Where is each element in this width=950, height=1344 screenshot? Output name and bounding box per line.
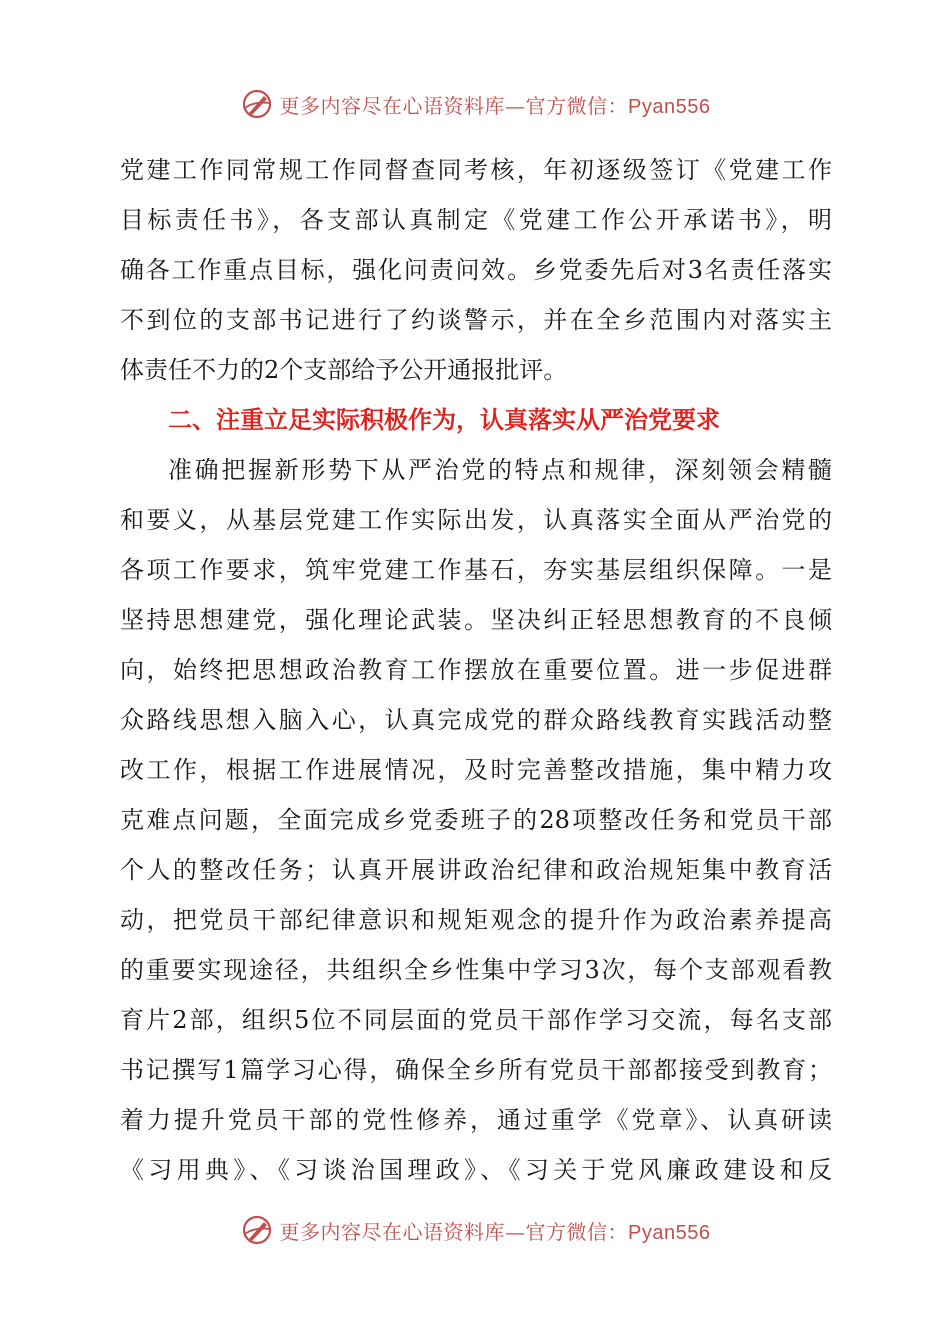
text-line: 坚持思想建党，强化理论武装。坚决纠正轻思想教育的不良倾: [120, 606, 832, 634]
header-banner-cn: 更多内容尽在心语资料库—官方微信：: [279, 93, 629, 118]
text-line: 确各工作重点目标，强化问责问效。乡党委先后对3名责任落实: [120, 256, 832, 284]
section-heading-2: 二、注重立足实际积极作为，认真落实从严治党要求: [168, 406, 720, 434]
pen-circle-logo-icon: [240, 1213, 274, 1247]
text-line: 《习用典》、《习谈治国理政》、《习关于党风廉政建设和反: [120, 1156, 832, 1184]
text-line: 各项工作要求，筑牢党建工作基石，夯实基层组织保障。一是: [120, 556, 832, 584]
footer-banner-text: [280, 1216, 711, 1245]
text-line: 书记撰写1篇学习心得，确保全乡所有党员干部都接受到教育；: [120, 1056, 832, 1084]
header-banner-text: [280, 90, 711, 119]
header-banner: [0, 84, 950, 124]
text-line: 目标责任书》，各支部认真制定《党建工作公开承诺书》，明: [120, 206, 832, 234]
paragraph-1: [120, 145, 832, 395]
footer-banner: [0, 1210, 950, 1250]
text-line: 向，始终把思想政治教育工作摆放在重要位置。进一步促进群: [120, 656, 832, 684]
text-line: 准确把握新形势下从严治党的特点和规律，深刻领会精髓: [168, 456, 832, 484]
text-line: 改工作，根据工作进展情况，及时完善整改措施，集中精力攻: [120, 756, 832, 784]
text-line: 体责任不力的2个支部给予公开通报批评。: [120, 356, 568, 384]
paragraph-2: [120, 445, 832, 1195]
text-line: 众路线思想入脑入心，认真完成党的群众路线教育实践活动整: [120, 706, 832, 734]
text-line: 着力提升党员干部的党性修养，通过重学《党章》、认真研读: [120, 1106, 832, 1134]
document-body: [120, 145, 832, 1195]
text-line: 动，把党员干部纪律意识和规矩观念的提升作为政治素养提高: [120, 906, 832, 934]
text-line: 育片2部，组织5位不同层面的党员干部作学习交流，每名支部: [120, 1006, 832, 1034]
text-line: 党建工作同常规工作同督查同考核，年初逐级签订《党建工作: [120, 156, 832, 184]
pen-circle-logo-icon: [240, 87, 274, 121]
text-line: 个人的整改任务；认真开展讲政治纪律和政治规矩集中教育活: [120, 856, 832, 884]
footer-banner-cn: 更多内容尽在心语资料库—官方微信：: [279, 1219, 629, 1244]
text-line: 克难点问题，全面完成乡党委班子的28项整改任务和党员干部: [120, 806, 832, 834]
text-line: 的重要实现途径，共组织全乡性集中学习3次，每个支部观看教: [120, 956, 832, 984]
footer-banner-en: Pyan556: [628, 1221, 711, 1244]
text-line: 和要义，从基层党建工作实际出发，认真落实全面从严治党的: [120, 506, 832, 534]
text-line: 不到位的支部书记进行了约谈警示，并在全乡范围内对落实主: [120, 306, 832, 334]
header-banner-en: Pyan556: [628, 95, 711, 118]
